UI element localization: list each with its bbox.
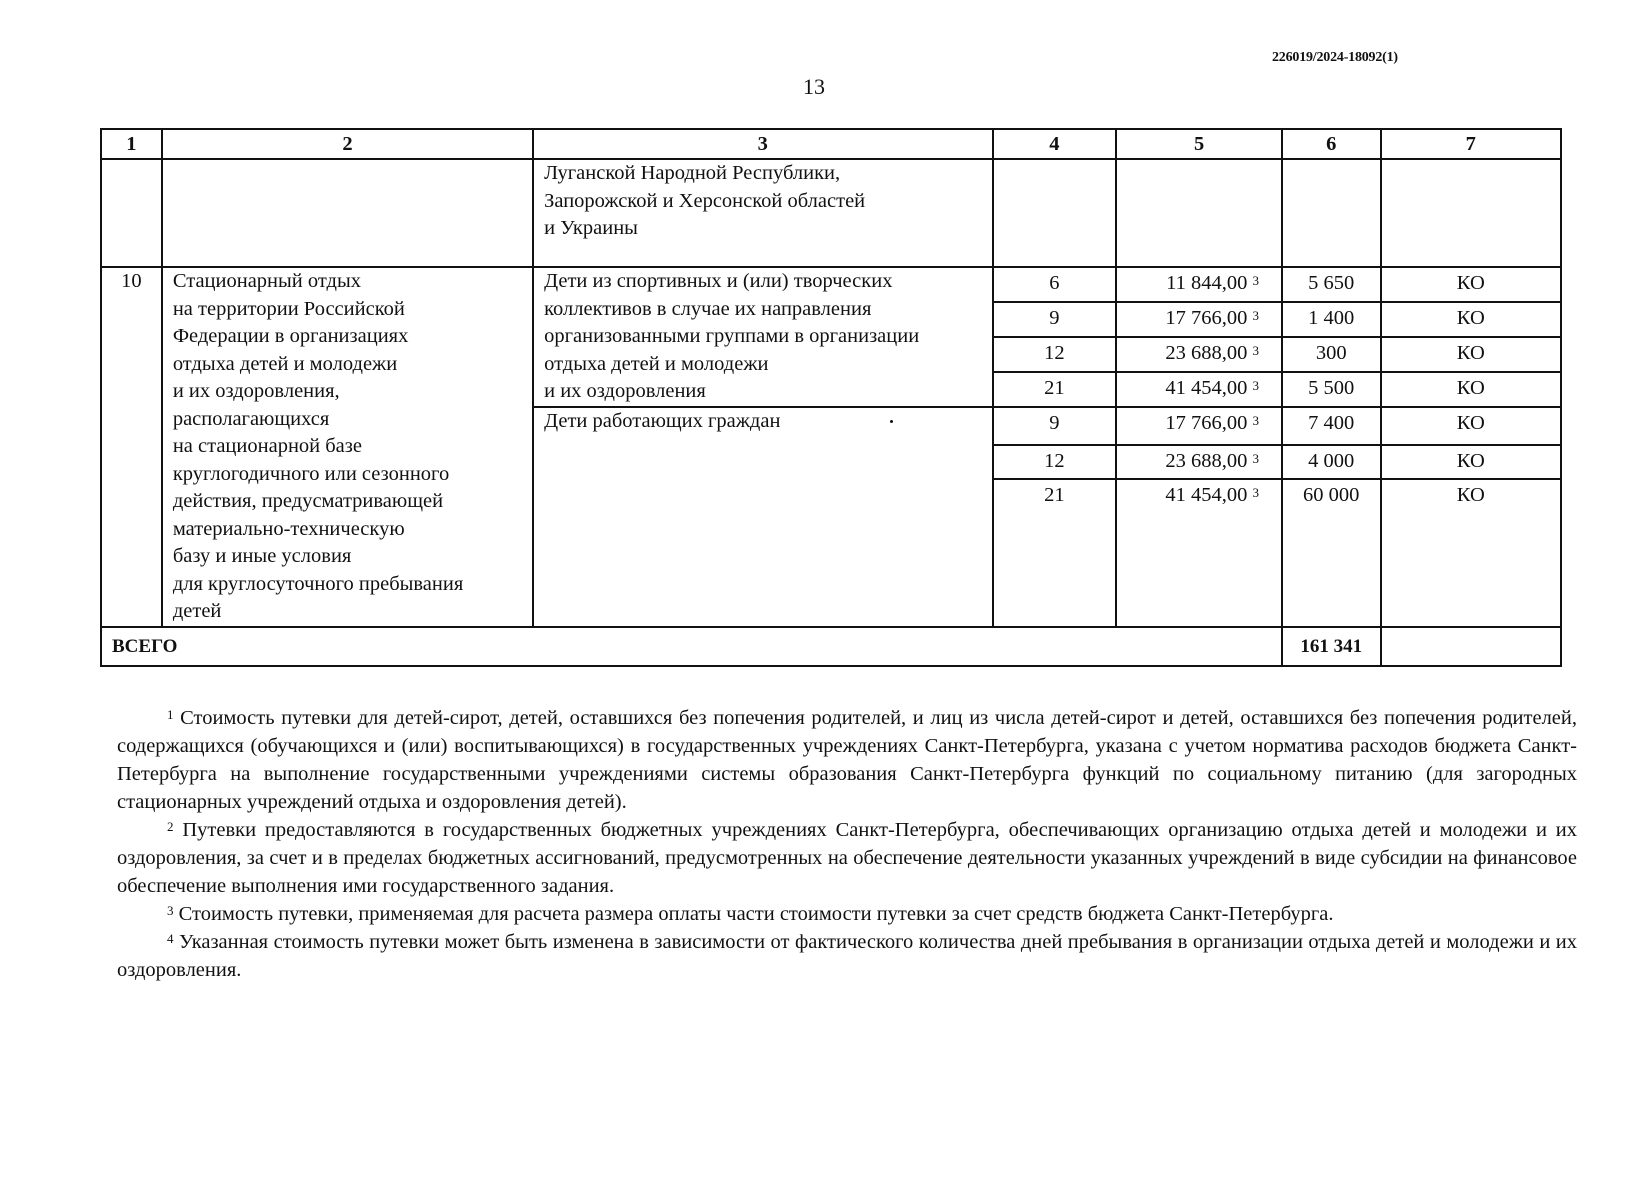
code-cell: КО [1381, 337, 1561, 372]
quantity-cell: 60 000 [1282, 479, 1381, 627]
code-cell: КО [1381, 302, 1561, 337]
quantity-cell: 4 000 [1282, 445, 1381, 479]
quantity-cell: 5 500 [1282, 372, 1381, 407]
footnote-ref: 3 [1252, 450, 1259, 466]
total-label: ВСЕГО [101, 627, 1282, 666]
column-number-row [101, 129, 1561, 159]
footnote-mark: 2 [167, 819, 174, 834]
scan-dot [890, 420, 893, 423]
quantity-cell: 1 400 [1282, 302, 1381, 337]
table-row [101, 267, 1561, 302]
days-cell: 9 [993, 302, 1117, 337]
footnote-ref: 3 [1252, 484, 1259, 500]
price-cell: 17 766,00 $^3$ [1116, 302, 1282, 337]
days-cell: 21 [993, 372, 1117, 407]
column-header: 7 [1381, 129, 1561, 159]
footnote: $^3$ Стоимость путевки, применяемая для расчета размера оплаты части стоимости путевки за счет средств бюджета Санкт-Петербурга. [167, 903, 1334, 925]
row-number: 10 [101, 267, 162, 627]
document-id: 226019/2024-18092(1) [1272, 50, 1398, 65]
footnote: $^4$ Указанная стоимость путевки может быть изменена в зависимости от фактического количества дней пребывания в организации отдыха детей и молодежи и их оздоровления. [117, 931, 1577, 981]
total-value: 161 341 [1282, 627, 1381, 666]
price-cell: 17 766,00 $^3$ [1116, 407, 1282, 445]
continued-row [101, 159, 1561, 267]
allocation-table [100, 128, 1562, 667]
column-header: 5 [1116, 129, 1282, 159]
days-cell: 12 [993, 337, 1117, 372]
page-number: 13 [803, 74, 825, 99]
code-cell: КО [1381, 372, 1561, 407]
price-cell: 41 454,00 $^3$ [1116, 479, 1282, 627]
category-label: Дети работающих граждан [533, 407, 992, 627]
continued-category: Луганской Народной Республики, Запорожской и Херсонской областей и Украины [533, 159, 992, 267]
price-cell: 11 844,00 $^3$ [1116, 267, 1282, 302]
category-label: Дети из спортивных и (или) творческих коллективов в случае их направления организованными группами в организации отдыха детей и молодежи и их оздоровления [533, 267, 992, 407]
column-header: 4 [993, 129, 1117, 159]
days-cell: 12 [993, 445, 1117, 479]
days-cell: 6 [993, 267, 1117, 302]
quantity-cell: 300 [1282, 337, 1381, 372]
code-cell: КО [1381, 407, 1561, 445]
footnote: $^1$ Стоимость путевки для детей-сирот, детей, оставшихся без попечения родителей, и лиц из числа детей-сирот и детей, оставшихся без попечения родителей, содержащихся (обучающихся и (или) воспитывающихся) в государственных учреждениях Санкт-Петербурга, указана с учетом норматива расходов бюджета Санкт-Петербурга на выполнение государственными учреждениями системы образования Санкт-Петербурга функций по социальному питанию (для загородных стационарных учреждений отдыха и оздоровления детей). [117, 707, 1577, 813]
footnote-ref: 3 [1252, 342, 1259, 358]
column-header: 1 [101, 129, 162, 159]
footnote-ref: 3 [1252, 307, 1259, 323]
column-header: 2 [162, 129, 533, 159]
code-cell: КО [1381, 479, 1561, 627]
days-cell: 21 [993, 479, 1117, 627]
footnote-ref: 3 [1252, 412, 1259, 428]
service-description: Стационарный отдых на территории Российской Федерации в организациях отдыха детей и молодежи и их оздоровления, располагающихся на стационарной базе круглогодичного или сезонного действия, предусматривающей материально-техническую базу и иные условия для круглосуточного пребывания детей [162, 267, 533, 627]
footnote-mark: 1 [167, 707, 174, 722]
column-header: 6 [1282, 129, 1381, 159]
code-cell: КО [1381, 445, 1561, 479]
column-header: 3 [533, 129, 992, 159]
days-cell: 9 [993, 407, 1117, 445]
footnote-mark: 3 [167, 903, 174, 918]
quantity-cell: 7 400 [1282, 407, 1381, 445]
footnote-ref: 3 [1252, 377, 1259, 393]
quantity-cell: 5 650 [1282, 267, 1381, 302]
price-cell: 23 688,00 $^3$ [1116, 337, 1282, 372]
price-cell: 23 688,00 $^3$ [1116, 445, 1282, 479]
total-row [101, 627, 1561, 666]
code-cell: КО [1381, 267, 1561, 302]
footnote-ref: 3 [1252, 273, 1259, 288]
footnote-mark: 4 [167, 931, 174, 946]
footnote: $^2$ Путевки предоставляются в государственных бюджетных учреждениях Санкт-Петербурга, обеспечивающих организацию отдыха детей и молодежи и их оздоровления, за счет и в пределах бюджетных ассигнований, предусмотренных на обеспечение деятельности указанных учреждений в виде субсидии на финансовое обеспечение выполнения ими государственного задания. [117, 819, 1577, 897]
footnotes [117, 704, 1577, 984]
price-cell: 41 454,00 $^3$ [1116, 372, 1282, 407]
